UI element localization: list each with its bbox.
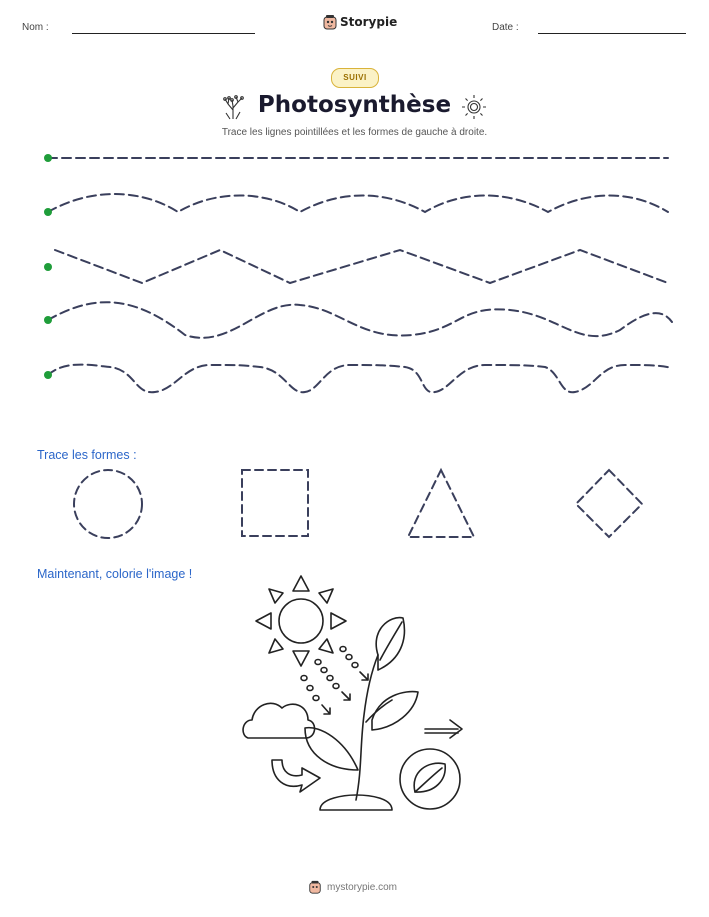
plant-leaf-vein (380, 622, 402, 660)
color-heading: Maintenant, colorie l'image ! (37, 567, 193, 581)
sun-icon (460, 93, 488, 121)
curved-arrow (272, 760, 320, 792)
trace-shape-triangle (408, 470, 474, 537)
trace-line-wave (48, 302, 672, 338)
plant-leaf-right (372, 692, 418, 730)
start-dot-icon (44, 371, 52, 379)
plant-stem-leaf-branch (366, 700, 392, 722)
start-dot-icon (44, 316, 52, 324)
start-dot-icon (44, 154, 52, 162)
trace-shape-square (242, 470, 308, 536)
shapes-heading: Trace les formes : (37, 448, 137, 462)
footer-url[interactable]: mystorypie.com (327, 882, 398, 893)
trace-line-zigzag (55, 250, 668, 283)
trace-line-gentle-wave (48, 194, 668, 212)
start-dot-icon (44, 208, 52, 216)
sun-rays (256, 576, 346, 666)
page-title: Photosynthèse (257, 92, 452, 118)
plant-stem (356, 655, 378, 800)
start-dot-icon (44, 263, 52, 271)
trace-shape-circle (74, 470, 142, 538)
storypie-logo-icon (322, 14, 338, 30)
brand-name: Storypie (340, 15, 398, 29)
instructions: Trace les lignes pointillées et les formes de gauche à droite. (221, 127, 488, 138)
trace-lines-area (0, 140, 709, 400)
name-field[interactable] (72, 33, 255, 34)
light-dots (301, 647, 368, 715)
trace-line-tight-wave (48, 365, 672, 393)
right-arrow (425, 720, 462, 738)
trace-shape-diamond (576, 470, 642, 537)
date-label: Date : (492, 22, 519, 33)
photosynthesis-coloring-illustration (240, 570, 470, 815)
name-label: Nom : (22, 22, 49, 33)
date-field[interactable] (538, 33, 686, 34)
cloud-shape (243, 703, 315, 738)
storypie-footer-logo-icon (308, 880, 322, 894)
level-badge: SUIVI (331, 68, 379, 88)
shapes-area (0, 460, 709, 550)
sun-body (279, 599, 323, 643)
